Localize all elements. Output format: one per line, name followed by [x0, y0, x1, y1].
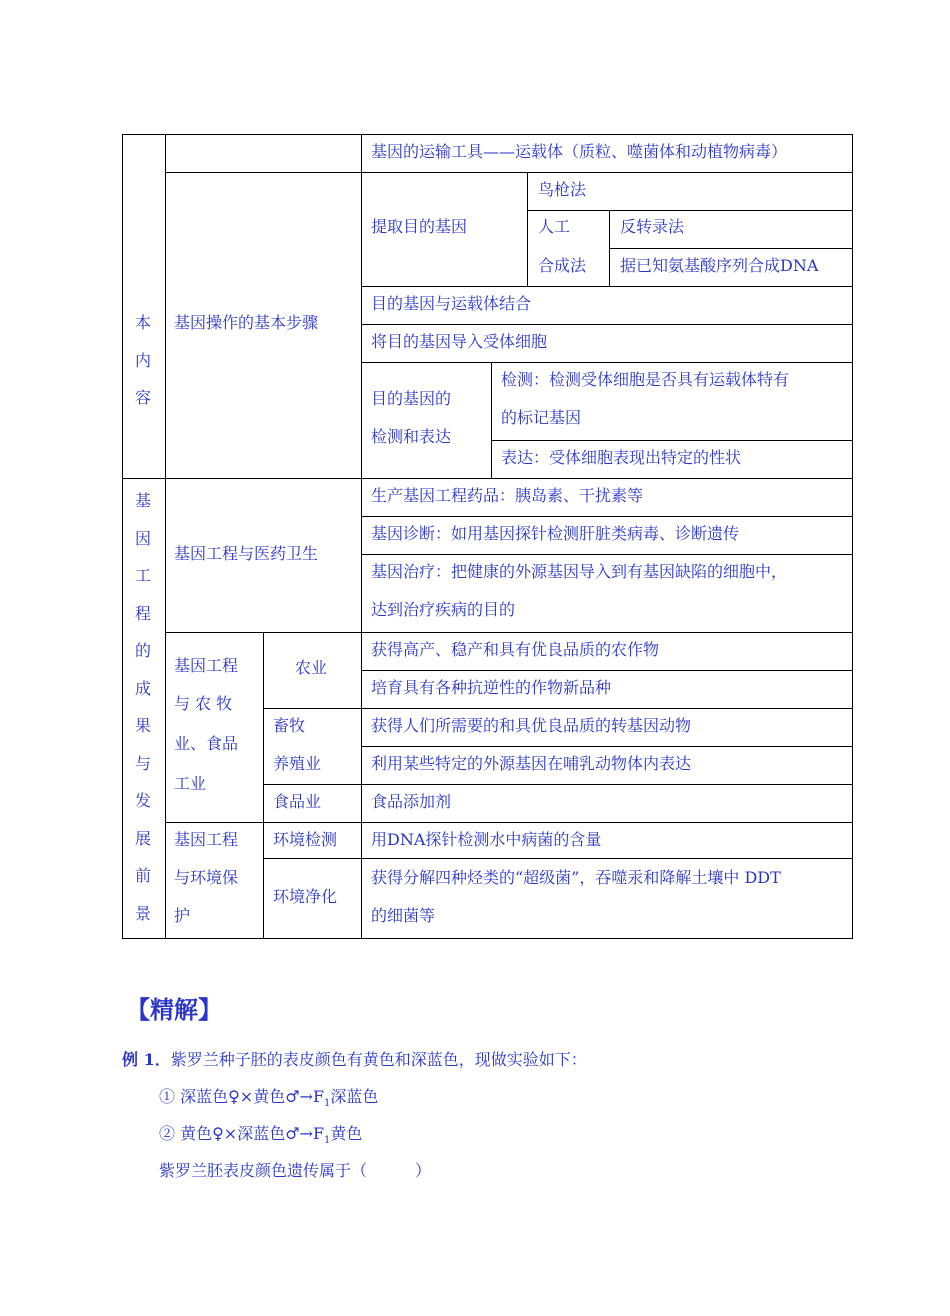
vector-tool-cell: 基因的运输工具——运载体（质粒、噬菌体和动植物病毒）: [371, 142, 788, 161]
detection-line2: 的标记基因: [501, 408, 582, 427]
agri-food-line4: 工业: [174, 774, 207, 793]
animals-line1: 获得人们所需要的和具优良品质的转基因动物: [371, 716, 692, 735]
combine-vector-cell: 目的基因与运载体结合: [371, 294, 532, 313]
experiment-2-result: 黄色: [330, 1124, 363, 1143]
experiment-1-result: 深蓝色: [330, 1087, 379, 1106]
expression-cell: 表达：受体细胞表现出特定的性状: [501, 448, 742, 467]
agri-food-line3: 业、食品: [174, 734, 239, 753]
livestock-line2: 养殖业: [273, 754, 322, 773]
food-additive-cell: 食品添加剂: [371, 792, 452, 811]
diagnosis-cell: 基因诊断：如用基因探针检测肝脏类病毒、诊断遗传: [371, 524, 740, 543]
detect-express-line2: 检测和表达: [371, 427, 452, 446]
env-monitor-cell: 环境检测: [273, 830, 338, 849]
food-cell: 食品业: [273, 792, 322, 811]
animals-line2: 利用某些特定的外源基因在哺乳动物体内表达: [371, 754, 692, 773]
experiment-2-sub: 1: [324, 1135, 331, 1147]
detection-line1: 检测：检测受体细胞是否具有运载体特有: [501, 370, 790, 389]
example-stem-text: 紫罗兰种子胚的表皮颜色有黄色和深蓝色，现做实验如下：: [170, 1050, 587, 1069]
purify-line1: 获得分解四种烃类的“超级菌”，吞噬汞和降解土壤中 DDT: [371, 868, 781, 887]
experiment-1-text: ① 深蓝色♀×黄色♂→F: [159, 1087, 325, 1106]
reverse-transcription-cell: 反转录法: [620, 217, 685, 236]
artificial-synthesis-line2: 合成法: [538, 256, 587, 275]
experiment-1: [159, 1087, 378, 1114]
therapy-line2: 达到治疗疾病的目的: [371, 600, 516, 619]
amino-acid-synthesis-cell: 据已知氨基酸序列合成DNA: [620, 256, 819, 275]
livestock-line1: 畜牧: [273, 716, 306, 735]
section-achievements-text: 基因工程的成果与发展前景: [134, 491, 151, 923]
artificial-synthesis-line1: 人工: [538, 217, 571, 236]
env-purify-cell: 环境净化: [273, 887, 338, 906]
section-heading: 【精解】: [126, 996, 222, 1024]
section-main-text: 本内容: [134, 313, 151, 407]
drugs-cell: 生产基因工程药品：胰岛素、干扰素等: [371, 486, 644, 505]
section-achievements-label: [133, 482, 153, 932]
example-label: 例 1．: [122, 1050, 171, 1069]
env-line2: 与环境保: [174, 868, 239, 887]
crops-line1: 获得高产、稳产和具有优良品质的农作物: [371, 640, 660, 659]
section-main-label: [133, 304, 153, 417]
shotgun-cell: 鸟枪法: [538, 180, 587, 199]
agri-food-line2: 与 农 牧: [174, 694, 233, 713]
experiment-2-text: ② 黄色♀×深蓝色♂→F: [159, 1124, 325, 1143]
crops-line2: 培育具有各种抗逆性的作物新品种: [371, 678, 612, 697]
experiment-1-sub: 1: [324, 1098, 331, 1110]
therapy-line1: 基因治疗：把健康的外源基因导入到有基因缺陷的细胞中，: [371, 562, 788, 581]
experiment-2: [159, 1124, 362, 1151]
agri-food-line1: 基因工程: [174, 656, 239, 675]
question-text: 紫罗兰胚表皮颜色遗传属于（ ）: [159, 1161, 432, 1180]
medicine-cell: 基因工程与医药卫生: [174, 544, 319, 563]
basic-steps-cell: 基因操作的基本步骤: [174, 313, 319, 332]
agriculture-cell: 农业: [295, 658, 328, 677]
monitor-desc-cell: 用DNA探针检测水中病菌的含量: [371, 830, 602, 849]
detect-express-line1: 目的基因的: [371, 389, 452, 408]
env-line3: 护: [174, 906, 191, 925]
example-stem: [122, 1050, 587, 1070]
introduce-cell-cell: 将目的基因导入受体细胞: [371, 332, 548, 351]
extract-gene-cell: 提取目的基因: [371, 217, 468, 236]
purify-line2: 的细菌等: [371, 906, 436, 925]
env-line1: 基因工程: [174, 830, 239, 849]
